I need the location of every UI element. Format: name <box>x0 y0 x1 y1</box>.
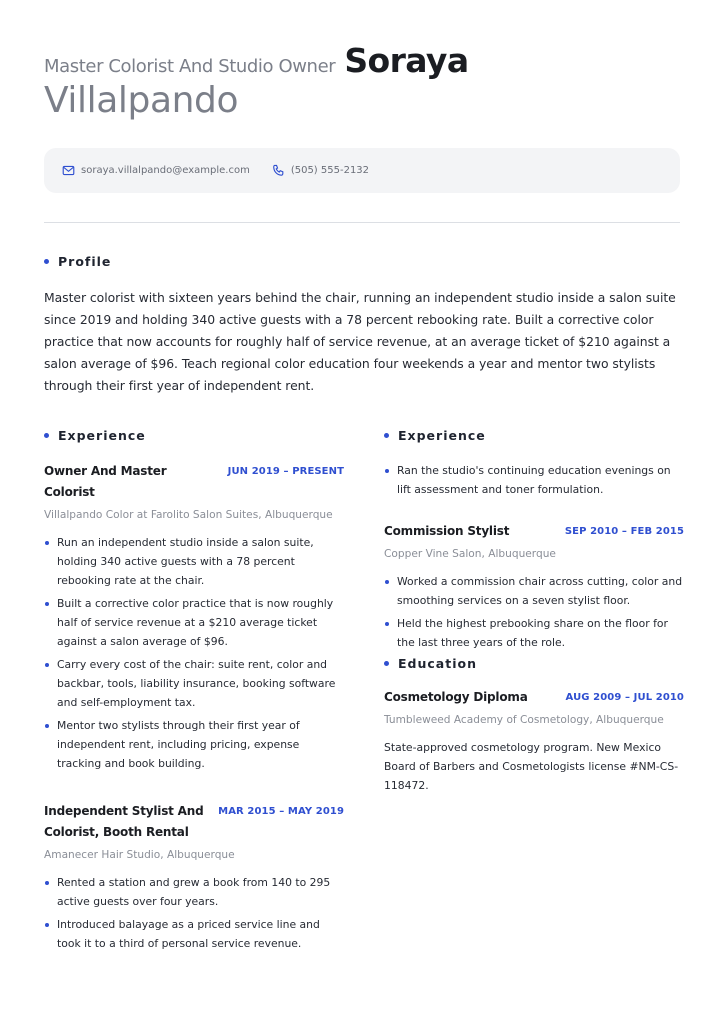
education-date: AUG 2009 – JUL 2010 <box>565 692 684 703</box>
job-bullets <box>44 533 344 773</box>
job-date: JUN 2019 – PRESENT <box>227 466 344 477</box>
continued-bullets <box>384 461 684 499</box>
section-dot-icon <box>44 433 49 438</box>
contact-bar <box>44 148 680 193</box>
last-name: Villalpando <box>44 80 239 121</box>
section-dot-icon <box>384 433 389 438</box>
header-divider <box>44 222 680 223</box>
education-heading: Education <box>384 656 684 671</box>
contact-email[interactable] <box>62 164 250 177</box>
education-entry <box>384 687 684 795</box>
job-bullets <box>384 572 684 652</box>
job-title: Commission Stylist <box>384 524 510 538</box>
job-bullets <box>44 873 344 953</box>
job-date: SEP 2010 – FEB 2015 <box>564 526 684 537</box>
job-title: Owner And Master Colorist <box>44 464 167 499</box>
mail-icon <box>62 164 75 177</box>
job-organization: Villalpando Color at Farolito Salon Suites, Albuquerque <box>44 509 333 521</box>
phone-icon <box>272 164 285 177</box>
bullet-item: Run an independent studio inside a salon suite, holding 340 active guests with a 78 percent rebooking rate at the chair. <box>44 533 344 590</box>
contact-phone[interactable] <box>272 164 369 177</box>
job-role: Master Colorist And Studio Owner <box>44 56 336 77</box>
job-date: MAR 2015 – MAY 2019 <box>218 806 344 817</box>
bullet-item: Held the highest prebooking share on the floor for the last three years of the role. <box>384 614 684 652</box>
section-dot-icon <box>384 661 389 666</box>
resume-header <box>44 41 684 121</box>
profile-section <box>44 254 684 397</box>
bullet-item: Carry every cost of the chair: suite rent, color and backbar, tools, liability insurance, booking software and self-employment tax. <box>44 655 344 712</box>
bullet-item: Ran the studio's continuing education evenings on lift assessment and toner formulation. <box>384 461 684 499</box>
job-organization: Copper Vine Salon, Albuquerque <box>384 548 556 560</box>
job-entry <box>44 461 344 773</box>
education-title: Cosmetology Diploma <box>384 690 528 704</box>
experience-heading: Experience <box>384 428 684 443</box>
profile-heading: Profile <box>44 254 684 269</box>
job-entry <box>44 801 344 953</box>
name-line <box>44 41 684 80</box>
job-organization: Amanecer Hair Studio, Albuquerque <box>44 849 235 861</box>
bullet-item: Rented a station and grew a book from 140 to 295 active guests over four years. <box>44 873 344 911</box>
bullet-item: Mentor two stylists through their first year of independent rent, including pricing, expense tracking and book building. <box>44 716 344 773</box>
experience-heading: Experience <box>44 428 344 443</box>
first-name: Soraya <box>344 41 469 80</box>
phone-text: (505) 555-2132 <box>290 165 370 176</box>
job-entry <box>384 521 684 652</box>
job-title: Independent Stylist And Colorist, Booth Rental <box>44 804 204 839</box>
profile-summary: Master colorist with sixteen years behind the chair, running an independent studio inside a salon suite since 2019 and holding 340 active guests with a 78 percent rebooking rate. Built a corrective color practice that now accounts for roughly half of service revenue, at an average ticket of $210 against a salon average of $96. Teach regional color education four weekends a year and mentor two stylists through their first year of independent rent. <box>44 290 676 393</box>
experience-left-column <box>44 428 344 957</box>
bullet-item: Built a corrective color practice that is now roughly half of service revenue at a $210 average ticket against a salon average of $96. <box>44 594 344 651</box>
section-dot-icon <box>44 259 49 264</box>
experience-right-column <box>384 428 684 795</box>
education-description: State-approved cosmetology program. New Mexico Board of Barbers and Cosmetologists license #NM-CS-118472. <box>384 741 679 792</box>
education-school: Tumbleweed Academy of Cosmetology, Albuquerque <box>384 714 664 726</box>
email-text: soraya.villalpando@example.com <box>81 165 250 176</box>
bullet-item: Worked a commission chair across cutting, color and smoothing services on a seven stylist floor. <box>384 572 684 610</box>
bullet-item: Introduced balayage as a priced service line and took it to a third of personal service revenue. <box>44 915 344 953</box>
